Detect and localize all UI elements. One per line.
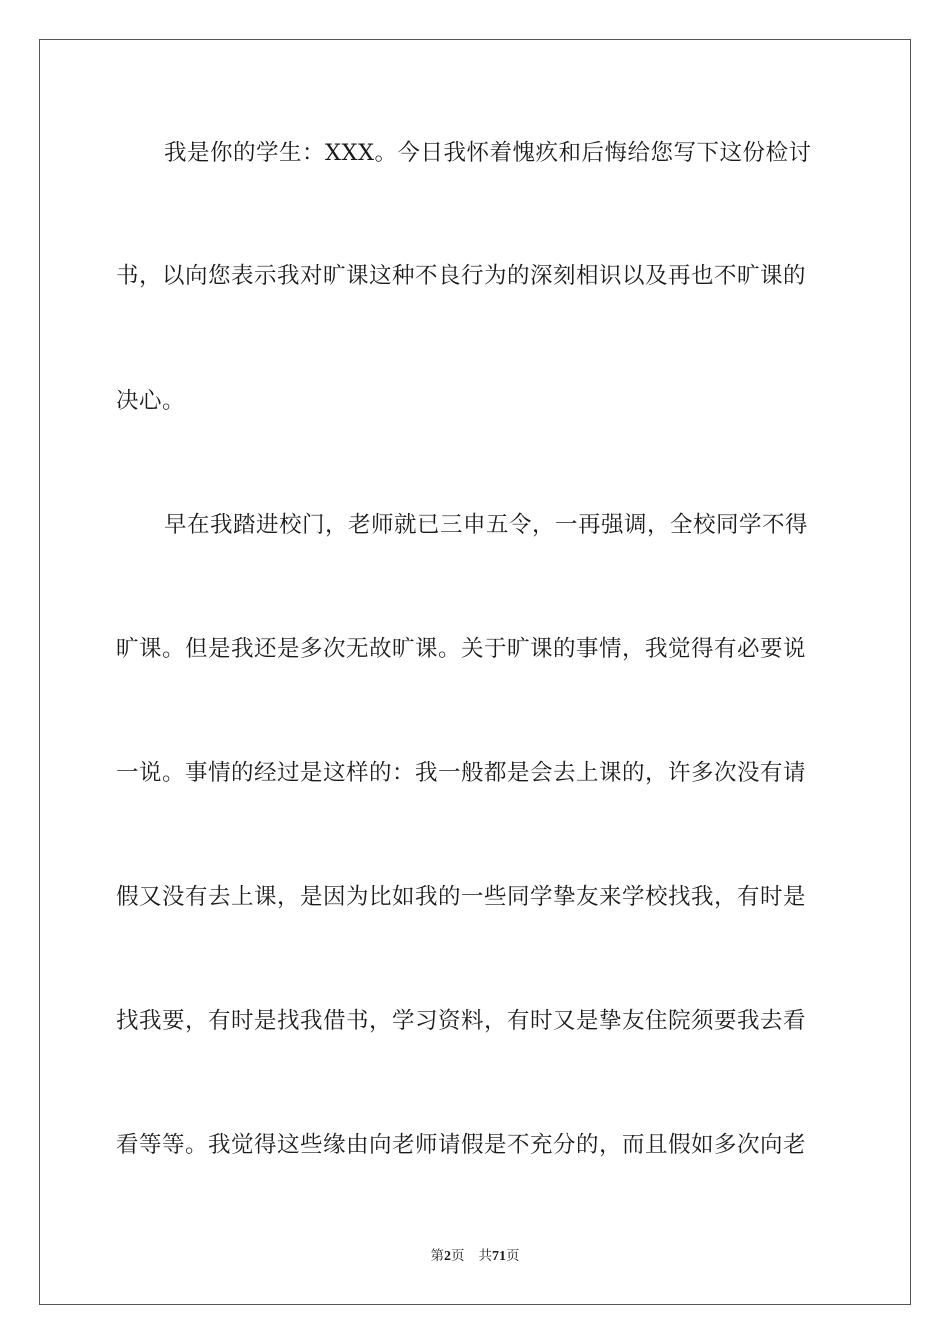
page-prefix: 第 [430, 1248, 444, 1264]
page-suffix: 页 [451, 1248, 465, 1264]
page-current-number: 2 [444, 1249, 451, 1264]
page-total-number: 71 [492, 1249, 506, 1264]
total-suffix: 页 [506, 1248, 520, 1264]
paragraph-1-line-3: 决心。 [116, 388, 186, 414]
paragraph-2-line-2: 旷课。但是我还是多次无故旷课。关于旷课的事情，我觉得有必要说 [116, 636, 807, 662]
paragraph-2-line-1: 早在我踏进校门，老师就已三申五令，一再强调，全校同学不得 [164, 512, 809, 538]
paragraph-2-line-3: 一说。事情的经过是这样的：我一般都是会去上课的，许多次没有请 [116, 760, 807, 786]
paragraph-2-line-6: 看等等。我觉得这些缘由向老师请假是不充分的，而且假如多次向老 [116, 1132, 807, 1158]
paragraph-1-line-1: 我是你的学生：XXX。今日我怀着愧疚和后悔给您写下这份检讨 [164, 140, 812, 166]
page-footer [0, 1247, 950, 1266]
page-frame [39, 39, 911, 1305]
paragraph-1-line-2: 书，以向您表示我对旷课这种不良行为的深刻相识以及再也不旷课的 [116, 263, 807, 289]
paragraph-2-line-5: 找我要，有时是找我借书，学习资料，有时又是挚友住院须要我去看 [116, 1008, 807, 1034]
paragraph-2-line-4: 假又没有去上课，是因为比如我的一些同学挚友来学校找我，有时是 [116, 884, 807, 910]
total-prefix: 共 [478, 1248, 492, 1264]
